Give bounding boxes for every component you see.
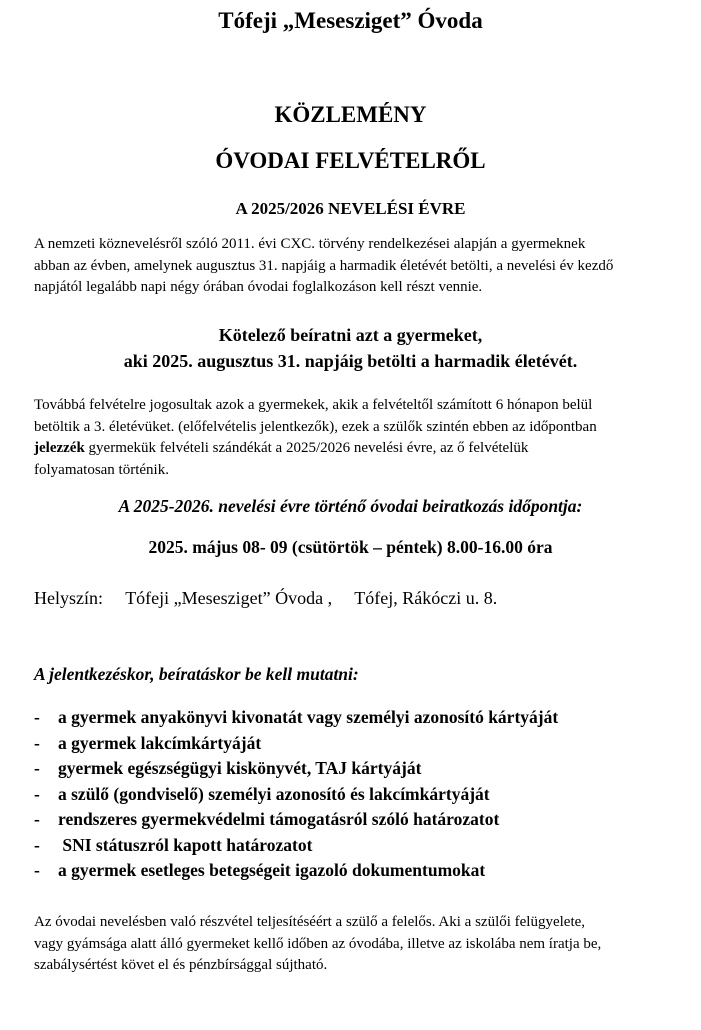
location-name: Tófeji „Mesesziget” Óvoda , — [125, 588, 333, 608]
location-label: Helyszín: — [34, 588, 103, 608]
emphasis-word: jelezzék — [34, 440, 85, 456]
list-item — [34, 782, 558, 808]
documents-heading: A jelentkezéskor, beíratáskor be kell mutatni: — [34, 664, 359, 684]
obligation-statement — [0, 322, 701, 374]
location-address: Tófej, Rákóczi u. 8. — [354, 588, 498, 608]
intro-line: napjától legalább napi négy órában óvodai foglalkozáson kell részt vennie. — [34, 279, 483, 295]
intro-paragraph — [34, 234, 670, 299]
list-item-text: a gyermek anyakönyvi kivonatát vagy személyi azonosító kártyáját — [58, 707, 559, 727]
list-dash: - — [34, 809, 40, 829]
list-item-text: SNI státuszról kapott határozatot — [58, 834, 313, 855]
list-item — [34, 833, 558, 859]
list-item — [34, 858, 558, 884]
eligibility-paragraph — [34, 395, 670, 481]
eligibility-line — [34, 438, 670, 460]
list-item-text: gyermek egészségügyi kiskönyvét, TAJ kártyáját — [58, 758, 422, 778]
eligibility-line: Továbbá felvételre jogosultak azok a gyermekek, akik a felvételtől számított 6 hónapon belül — [34, 397, 593, 413]
obligation-line: Kötelező beíratni azt a gyermeket, — [218, 325, 483, 345]
enrollment-dates: 2025. május 08- 09 (csütörtök – péntek) 8.00-16.00 óra — [148, 537, 553, 557]
footer-paragraph — [34, 912, 670, 977]
list-item-text: a szülő (gondviselő) személyi azonosító és lakcímkártyáját — [58, 783, 490, 804]
list-item-text: rendszeres gyermekvédelmi támogatásról szóló határozatot — [58, 809, 500, 829]
list-item — [34, 705, 558, 731]
list-item — [34, 731, 558, 757]
location-line — [34, 588, 497, 609]
list-dash: - — [34, 834, 40, 855]
list-item-text: a gyermek esetleges betegségeit igazoló dokumentumokat — [58, 860, 486, 880]
list-dash: - — [34, 732, 40, 753]
notice-title: KÖZLEMÉNY — [274, 102, 427, 127]
list-item — [34, 756, 558, 782]
obligation-line: aki 2025. augusztus 31. napjáig betölti a harmadik életévét. — [123, 351, 578, 371]
list-dash: - — [34, 783, 40, 804]
notice-subtitle: ÓVODAI FELVÉTELRŐL — [215, 148, 486, 173]
footer-line: szabálysértést követ el és pénzbírsággal sújtható. — [34, 957, 328, 973]
list-item — [34, 807, 558, 833]
list-item-text: a gyermek lakcímkártyáját — [58, 732, 262, 753]
institution-name: Tófeji „Mesesziget” Óvoda — [218, 8, 483, 33]
list-dash: - — [34, 707, 40, 727]
footer-line: vagy gyámsága alatt álló gyermeket kellő időben az óvodába, illetve az iskolába nem íratja be, — [34, 935, 602, 952]
eligibility-line: folyamatosan történik. — [34, 461, 169, 478]
list-dash: - — [34, 758, 40, 778]
intro-line: A nemzeti köznevelésről szóló 2011. évi CXC. törvény rendelkezései alapján a gyermeknek — [34, 236, 586, 252]
list-dash: - — [34, 860, 40, 880]
enrollment-heading: A 2025-2026. nevelési évre történő óvodai beiratkozás időpontja: — [118, 496, 583, 516]
eligibility-text: gyermekük felvételi szándékát a 2025/2026 nevelési évre, az ő felvételük — [84, 440, 529, 456]
intro-line: abban az évben, amelynek augusztus 31. napjáig a harmadik életévét betölti, a nevelési év kezdő — [34, 257, 614, 274]
footer-line: Az óvodai nevelésben való részvétel teljesítéséért a szülő a felelős. Aki a szülői felügyelete, — [34, 914, 586, 930]
documents-list — [34, 705, 558, 884]
eligibility-line: betöltik a 3. életévüket. (előfelvételis jelentkezők), ezek a szülők szintén ebben az időpontban — [34, 418, 597, 435]
school-year: A 2025/2026 NEVELÉSI ÉVRE — [235, 199, 466, 218]
